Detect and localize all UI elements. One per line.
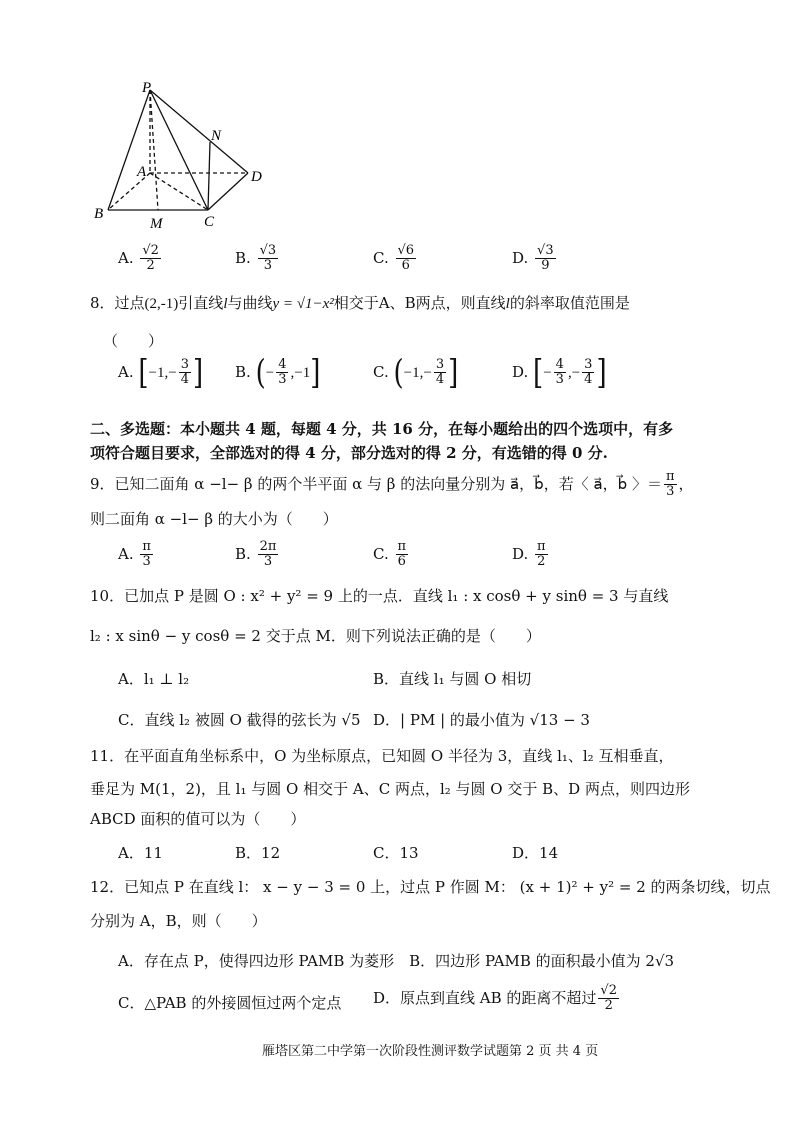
q9-option-a[interactable]: A. $\frac{\pi}{3}$: [118, 539, 151, 570]
q11-option-d[interactable]: D．14: [512, 844, 559, 862]
q8-option-a[interactable]: A. [−1,− $\frac{3}{4}$ ]: [118, 353, 204, 393]
q7-option-d[interactable]: D. $\frac{√3}{9}$: [512, 243, 554, 274]
q9-option-b[interactable]: B. $\frac{2\pi}{3}$: [235, 539, 277, 570]
q8-option-b[interactable]: B. (− $\frac{4}{3}$ ,−1]: [235, 353, 321, 393]
label-M: M: [150, 216, 163, 232]
label-P: P: [142, 80, 152, 96]
q8-paren: （ ）: [103, 332, 164, 350]
q12-stem-line1: 12．已知点 P 在直线 l： x − y − 3 = 0 上，过点 P 作圆 M： (x + 1)² + y² = 2 的两条切线，切点: [90, 878, 771, 896]
q9-stem-line2: 则二面角 α −l− β 的大小为（ ）: [90, 510, 338, 528]
label-C: C: [204, 214, 215, 230]
q9-option-c[interactable]: C. $\frac{\pi}{6}$: [373, 539, 407, 570]
q11-stem-line3: ABCD 面积的值可以为（ ）: [90, 810, 306, 828]
label-D: D: [251, 169, 262, 185]
q12-option-c[interactable]: C．△PAB 的外接圆恒过两个定点: [118, 994, 342, 1012]
q10-option-b[interactable]: B．直线 l₁ 与圆 O 相切: [373, 670, 532, 688]
section2-heading-line1: 二、多选题：本小题共 4 题，每题 4 分，共 16 分，在每小题给出的四个选项中，有多: [90, 420, 674, 438]
q11-stem-line1: 11．在平面直角坐标系中，O 为坐标原点，已知圆 O 半径为 3，直线 l₁、l₂ 互相垂直，: [90, 747, 674, 765]
q8-option-d[interactable]: D. [− $\frac{4}{3}$ ,− $\frac{3}{4}$ ]: [512, 353, 607, 393]
label-A: A: [137, 164, 147, 180]
label-B: B: [94, 206, 104, 222]
q9-option-d[interactable]: D. $\frac{\pi}{2}$: [512, 539, 546, 570]
q10-stem-line1: 10．已加点 P 是圆 O : x² + y² = 9 上的一点．直线 l₁ : x cosθ + y sinθ = 3 与直线: [90, 587, 669, 605]
q7-option-c[interactable]: C. $\frac{√6}{6}$: [373, 243, 415, 274]
page-footer: 雁塔区第二中学第一次阶段性测评数学试题第 2 页 共 4 页: [262, 1044, 599, 1059]
q11-option-a[interactable]: A．11: [118, 844, 163, 862]
q8-stem: 8．过点(2,-1)引直线l与曲线y = √1−x²相交于A、B两点，则直线l的斜率取值范围是: [90, 294, 630, 312]
q11-option-c[interactable]: C．13: [373, 844, 419, 862]
label-N: N: [211, 128, 222, 144]
q7-option-a[interactable]: A. $\frac{√2}{2}$: [118, 243, 159, 274]
q11-stem-line2: 垂足为 M(1，2)，且 l₁ 与圆 O 相交于 A、C 两点，l₂ 与圆 O 交于 B、D 两点，则四边形: [90, 780, 690, 798]
q8-option-c[interactable]: C. (−1,− $\frac{3}{4}$ ]: [373, 353, 459, 393]
q12-options-ab[interactable]: A．存在点 P，使得四边形 PAMB 为菱形 B．四边形 PAMB 的面积最小值为 2√3: [118, 952, 675, 970]
q12-stem-line2: 分别为 A，B，则（ ）: [90, 912, 267, 930]
section2-heading-line2: 项符合题目要求，全部选对的得 4 分，部分选对的得 2 分，有选错的得 0 分.: [90, 444, 608, 462]
q10-stem-line2: l₂ : x sinθ − y cosθ = 2 交于点 M．则下列说法正确的是（ ）: [90, 627, 541, 645]
q11-option-b[interactable]: B．12: [235, 844, 281, 862]
q12-option-d[interactable]: D．原点到直线 AB 的距离不超过 $\frac{√2}{2}$: [373, 983, 617, 1014]
pyramid-figure: [90, 78, 280, 233]
q7-option-b[interactable]: B. $\frac{√3}{3}$: [235, 243, 277, 274]
q10-option-a[interactable]: A．l₁ ⊥ l₂: [118, 670, 190, 688]
q10-option-d[interactable]: D．| PM | 的最小值为 √13 − 3: [373, 711, 590, 729]
q10-option-c[interactable]: C．直线 l₂ 被圆 O 截得的弦长为 √5: [118, 711, 361, 729]
q9-stem-line1: 9．已知二面角 α −l− β 的两个半平面 α 与 β 的法向量分别为 a⃗，b⃗，若〈 a⃗，b⃗ 〉＝ $\frac{\pi}{3}$ ，: [90, 469, 694, 500]
